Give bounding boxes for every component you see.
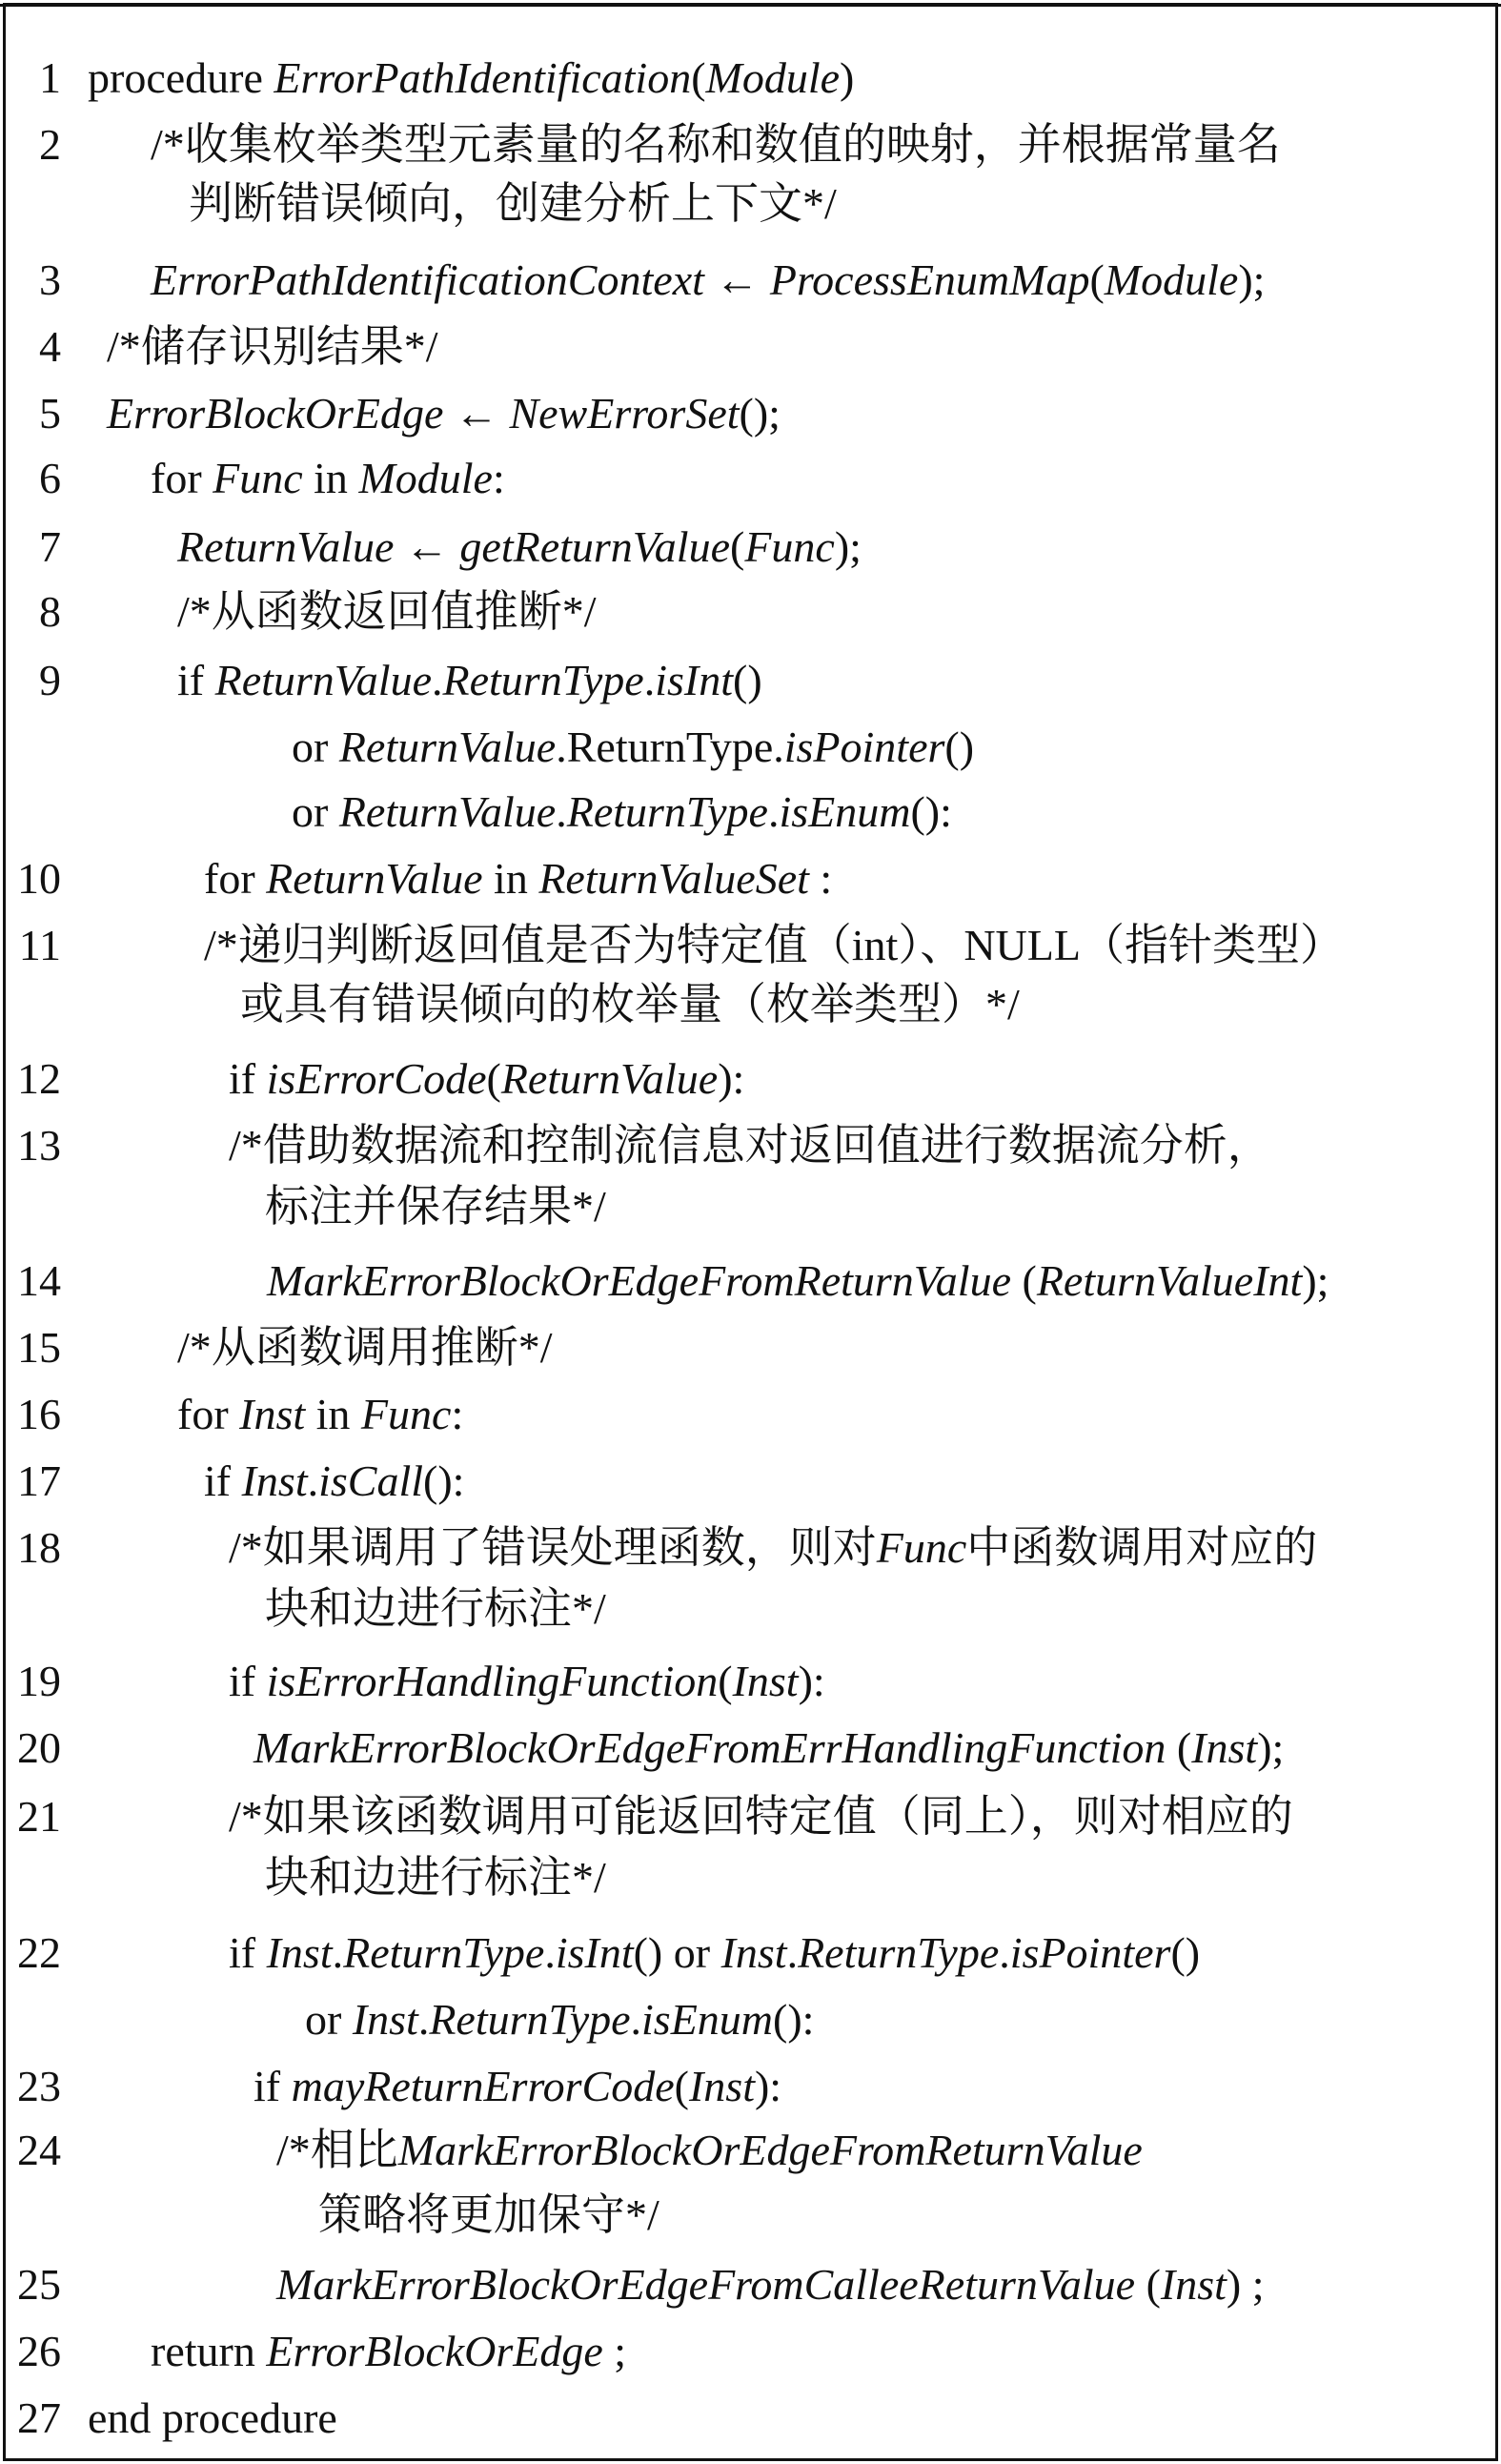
code-text: 标注并保存结果*/ bbox=[265, 1182, 606, 1231]
line-number: 5 bbox=[39, 389, 61, 438]
line-number: 18 bbox=[17, 1523, 61, 1572]
line-number: 14 bbox=[17, 1256, 61, 1305]
code-text: procedure ErrorPathIdentification(Module) bbox=[88, 53, 855, 102]
line-number: 20 bbox=[17, 1723, 61, 1772]
line-number: 4 bbox=[39, 322, 61, 371]
line-number: 13 bbox=[17, 1121, 61, 1170]
line-number: 12 bbox=[17, 1054, 61, 1103]
line-number: 8 bbox=[39, 587, 61, 636]
code-text: /*借助数据流和控制流信息对返回值进行数据流分析， bbox=[229, 1121, 1271, 1170]
code-text: for ReturnValue in ReturnValueSet : bbox=[204, 854, 833, 903]
code-text: 块和边进行标注*/ bbox=[265, 1853, 606, 1902]
code-text: /*从函数调用推断*/ bbox=[177, 1323, 553, 1372]
code-text: 块和边进行标注*/ bbox=[265, 1584, 606, 1633]
code-text: /*递归判断返回值是否为特定值（int）、NULL（指针类型） bbox=[204, 921, 1344, 969]
code-text: /*相比MarkErrorBlockOrEdgeFromReturnValue bbox=[276, 2126, 1143, 2174]
top-rule bbox=[0, 4, 1501, 7]
code-text: 策略将更加保守*/ bbox=[318, 2190, 659, 2239]
code-text: if isErrorHandlingFunction(Inst): bbox=[229, 1657, 825, 1705]
code-text: if Inst.isCall(): bbox=[204, 1456, 465, 1505]
line-number: 9 bbox=[39, 656, 61, 704]
line-number: 7 bbox=[39, 522, 61, 571]
code-text: /*收集枚举类型元素量的名称和数值的映射，并根据常量名 bbox=[151, 120, 1281, 169]
code-text: or Inst.ReturnType.isEnum(): bbox=[305, 1995, 815, 2044]
code-text: MarkErrorBlockOrEdgeFromErrHandlingFunction (Inst); bbox=[254, 1723, 1285, 1772]
line-number: 27 bbox=[17, 2393, 61, 2442]
code-text: or ReturnValue.ReturnType.isEnum(): bbox=[292, 787, 952, 836]
code-text: ErrorBlockOrEdge ← NewErrorSet(); bbox=[107, 389, 781, 438]
code-text: if mayReturnErrorCode(Inst): bbox=[254, 2062, 782, 2110]
code-text: /*从函数返回值推断*/ bbox=[177, 587, 597, 636]
code-text: if isErrorCode(ReturnValue): bbox=[229, 1054, 745, 1103]
line-number: 15 bbox=[17, 1323, 61, 1372]
code-text: ErrorPathIdentificationContext ← ProcessEnumMap(Module); bbox=[151, 255, 1266, 304]
line-number: 26 bbox=[17, 2327, 61, 2375]
code-text: ReturnValue ← getReturnValue(Func); bbox=[177, 522, 862, 571]
code-text: 或具有错误倾向的枚举量（枚举类型）*/ bbox=[240, 980, 1020, 1028]
line-number: 25 bbox=[17, 2260, 61, 2309]
code-text: /*如果该函数调用可能返回特定值（同上），则对相应的 bbox=[229, 1792, 1293, 1841]
code-text: if ReturnValue.ReturnType.isInt() bbox=[177, 656, 762, 704]
code-text: MarkErrorBlockOrEdgeFromCalleeReturnValue (Inst) ; bbox=[276, 2260, 1265, 2309]
line-number: 2 bbox=[39, 120, 61, 169]
code-text: or ReturnValue.ReturnType.isPointer() bbox=[292, 723, 975, 771]
line-number: 10 bbox=[17, 854, 61, 903]
code-text: for Inst in Func: bbox=[177, 1390, 464, 1438]
line-number: 19 bbox=[17, 1657, 61, 1705]
code-text: for Func in Module: bbox=[151, 454, 505, 502]
line-number: 11 bbox=[18, 921, 61, 969]
line-number: 16 bbox=[17, 1390, 61, 1438]
code-text: MarkErrorBlockOrEdgeFromReturnValue (ReturnValueInt); bbox=[267, 1256, 1329, 1305]
line-number: 23 bbox=[17, 2062, 61, 2110]
line-number: 17 bbox=[17, 1456, 61, 1505]
code-text: /*储存识别结果*/ bbox=[107, 322, 438, 371]
code-text: if Inst.ReturnType.isInt() or Inst.ReturnType.isPointer() bbox=[229, 1928, 1201, 1977]
code-text: 判断错误倾向，创建分析上下文*/ bbox=[189, 179, 837, 228]
line-number: 22 bbox=[17, 1928, 61, 1977]
line-number: 21 bbox=[17, 1792, 61, 1841]
line-number: 24 bbox=[17, 2126, 61, 2174]
code-text: end procedure bbox=[88, 2393, 337, 2442]
code-text: /*如果调用了错误处理函数，则对Func中函数调用对应的 bbox=[229, 1523, 1318, 1572]
code-text: return ErrorBlockOrEdge ; bbox=[151, 2327, 627, 2375]
line-number: 3 bbox=[39, 255, 61, 304]
line-number: 1 bbox=[39, 53, 61, 102]
line-number: 6 bbox=[39, 454, 61, 502]
